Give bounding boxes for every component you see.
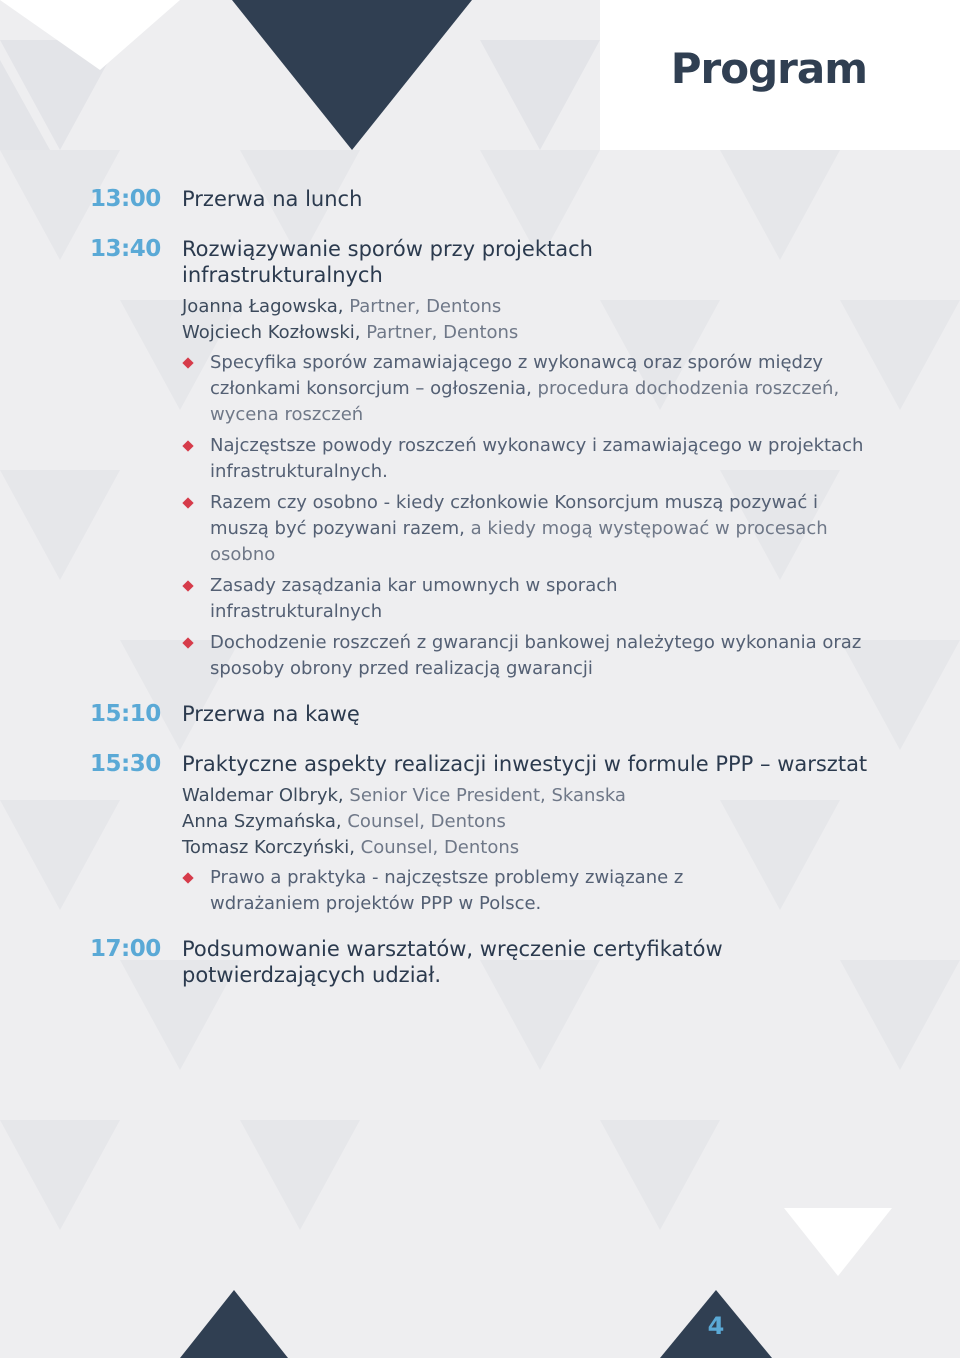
speaker-role: Senior Vice President, Skanska xyxy=(349,785,626,806)
agenda-slot xyxy=(90,184,870,214)
slot-time: 17:00 xyxy=(90,936,161,962)
speaker-name: Waldemar Olbryk, xyxy=(182,785,344,806)
slot-content xyxy=(182,234,870,687)
topic-lead: Zasady zasądzania kar umownych w sporach infrastrukturalnych xyxy=(210,575,618,622)
topic-rest: a kiedy mogą występować w procesach osobno xyxy=(210,518,828,565)
topic-lead: Prawo a praktyka - najczęstsze problemy związane z wdrażaniem projektów PPP w Polsce. xyxy=(210,867,684,914)
speaker-role: Partner, Dentons xyxy=(349,296,502,317)
topic-item xyxy=(182,490,870,568)
speaker xyxy=(182,809,870,835)
diamond-bullet-icon xyxy=(182,872,193,883)
slot-time: 15:30 xyxy=(90,751,161,777)
speaker-role: Partner, Dentons xyxy=(366,322,519,343)
speaker xyxy=(182,783,870,809)
speaker-list xyxy=(182,783,870,861)
diamond-bullet-icon xyxy=(182,440,193,451)
speaker xyxy=(182,294,870,320)
slot-content xyxy=(182,184,870,212)
diamond-bullet-icon xyxy=(182,580,193,591)
slot-time: 13:40 xyxy=(90,236,161,262)
diamond-bullet-icon xyxy=(182,497,193,508)
speaker-name: Wojciech Kozłowski, xyxy=(182,322,361,343)
speaker-name: Anna Szymańska, xyxy=(182,811,342,832)
topic-list xyxy=(182,865,870,917)
agenda-slot xyxy=(90,934,870,988)
speaker-name: Tomasz Korczyński, xyxy=(182,837,355,858)
slot-title: Rozwiązywanie sporów przy projektach infrastrukturalnych xyxy=(182,237,593,287)
topic-lead: Najczęstsze powody roszczeń wykonawcy i zamawiającego w projektach infrastrukturalnych. xyxy=(210,435,864,482)
speaker-role: Counsel, Dentons xyxy=(360,837,520,858)
slot-title: Przerwa na lunch xyxy=(182,187,363,211)
speaker-name: Joanna Łagowska, xyxy=(182,296,344,317)
topic-lead: Specyfika sporów zamawiającego z wykonawcą oraz sporów między członkami konsorcjum – ogłoszenia, xyxy=(210,352,824,399)
topic-item xyxy=(182,573,870,625)
agenda-slot xyxy=(90,699,870,729)
speaker-role: Counsel, Dentons xyxy=(347,811,506,832)
slot-title: Praktyczne aspekty realizacji inwestycji w formule PPP – warsztat xyxy=(182,752,868,776)
topic-list xyxy=(182,350,870,682)
page-title: Program xyxy=(670,44,867,93)
diamond-bullet-icon xyxy=(182,357,193,368)
topic-item xyxy=(182,350,870,428)
slot-content xyxy=(182,699,870,727)
page-number: 4 xyxy=(707,1312,725,1340)
speaker xyxy=(182,835,870,861)
slot-time: 15:10 xyxy=(90,701,161,727)
topic-lead: Dochodzenie roszczeń z gwarancji bankowej należytego wykonania oraz sposoby obrony przed realizacją gwarancji xyxy=(210,632,862,679)
slot-content xyxy=(182,934,870,988)
slot-title: Przerwa na kawę xyxy=(182,702,360,726)
topic-rest: procedura dochodzenia roszczeń, wycena roszczeń xyxy=(210,378,840,425)
topic-item xyxy=(182,865,770,917)
speaker-list xyxy=(182,294,870,346)
slot-content xyxy=(182,749,870,922)
slot-time: 13:00 xyxy=(90,186,161,212)
topic-lead: Razem czy osobno - kiedy członkowie Konsorcjum muszą pozywać i muszą być pozywani razem, xyxy=(210,492,819,539)
diamond-bullet-icon xyxy=(182,637,193,648)
agenda-slot xyxy=(90,234,870,687)
topic-item xyxy=(182,630,870,682)
topic-item xyxy=(182,433,870,485)
speaker xyxy=(182,320,870,346)
slot-title: Podsumowanie warsztatów, wręczenie certyfikatów potwierdzających udział. xyxy=(182,937,723,987)
agenda-slot xyxy=(90,749,870,922)
agenda xyxy=(90,184,870,988)
